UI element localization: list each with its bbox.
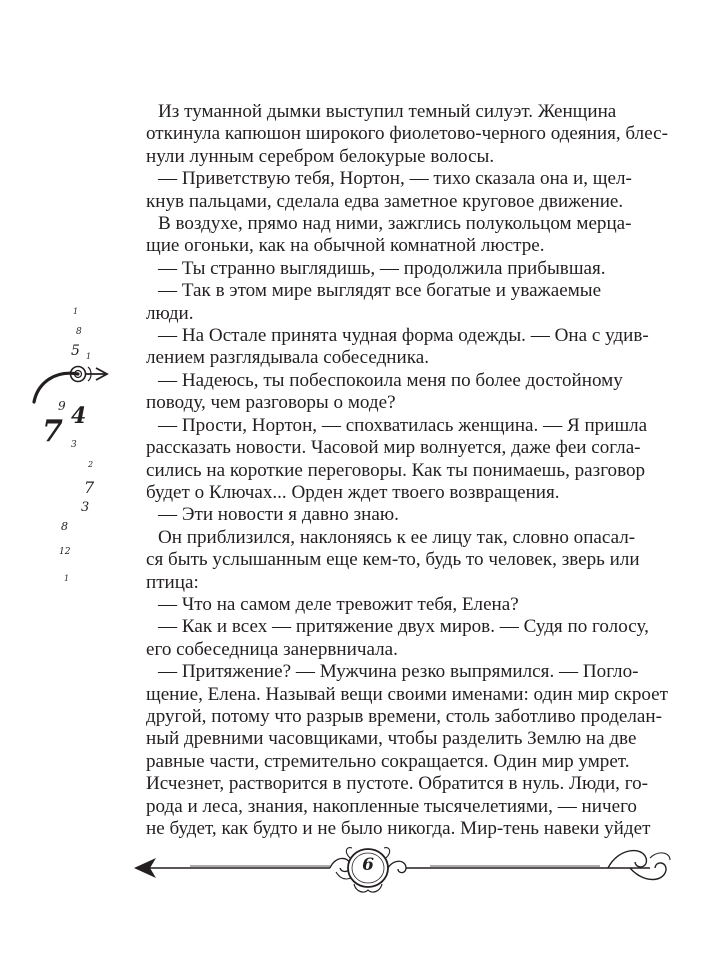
text-line: рода и леса, знания, накопленные тысячелетиями, — ничего [146,795,637,817]
page-number: 6 [362,855,374,875]
margin-digit: 12 [59,547,71,557]
text-line: поводу, чем разговоры о моде? [146,392,396,414]
text-line: — Притяжение? — Мужчина резко выпрямился. — Погло- [158,661,639,683]
margin-digit: 8 [76,327,82,337]
margin-digit: 1 [73,307,79,316]
margin-clock-decoration [0,0,140,620]
text-line: кнув пальцами, сделала едва заметное круговое движение. [146,190,624,212]
text-line: — Надеюсь, ты побеспокоила меня по более достойному [158,369,623,391]
text-line: не будет, как будто и не было никогда. Мир-тень навеки уйдет [146,818,651,839]
text-line: — Ты странно выглядишь, — продолжила прибывшая. [158,257,606,279]
margin-digit: 5 [71,343,80,359]
text-line: его собеседница занервничала. [146,638,398,660]
text-line: будет о Ключах... Орден ждет твоего возвращения. [146,481,560,503]
text-line: ся быть услышанным еще кем-то, будь то человек, зверь или [146,549,640,571]
text-line: — Что на самом деле тревожит тебя, Елена? [158,593,519,615]
text-line: — Как и всех — притяжение двух миров. — Судя по голосу, [158,616,649,638]
text-line: Из туманной дымки выступил темный силуэт. Женщина [158,101,617,122]
margin-digit: 3 [71,440,77,450]
text-line: щение, Елена. Называй вещи своими именами: один мир скроет [146,683,668,705]
text-line: — На Остале принята чудная форма одежды. — Она с удив- [158,325,649,347]
margin-digit: 1 [64,574,70,583]
margin-digit: 9 [58,399,66,413]
margin-digit: 8 [61,520,68,533]
margin-digit: 2 [88,460,94,469]
text-line: Исчезнет, растворится в пустоте. Обратится в нуль. Люди, го- [146,773,648,795]
text-line: другой, потому что разрыв времени, столь заботливо проделан- [146,705,662,727]
text-line: — Так в этом мире выглядят все богатые и уважаемые [158,280,602,302]
text-line: В воздухе, прямо над ними, зажглись полукольцом мерца- [158,213,632,235]
text-line: — Приветствую тебя, Нортон, — тихо сказала она и, щел- [158,168,632,190]
text-line: люди. [146,302,194,324]
text-line: птица: [146,571,199,593]
text-line: ный древними часовщиками, чтобы разделить Землю на две [146,728,637,750]
margin-digit: 4 [71,403,87,429]
body-text [146,101,671,840]
footer-ornament-icon [130,838,682,898]
margin-digit: 3 [81,500,90,515]
text-line: нули лунным серебром белокурые волосы. [146,145,495,167]
text-line: рассказать новости. Часовой мир волнуется, даже феи согла- [146,437,641,459]
clock-hand-icon [30,358,110,410]
text-line: щие огоньки, как на обычной комнатной люстре. [146,235,545,257]
text-line: сились на короткие переговоры. Как ты понимаешь, разговор [146,459,646,481]
margin-digit: 7 [42,414,63,449]
text-line: лением разглядывала собеседника. [146,347,429,369]
margin-digit: 7 [84,478,95,497]
text-line: Он приблизился, наклоняясь к ее лицу так, словно опасал- [158,526,636,548]
text-line: откинула капюшон широкого фиолетово-черного одеяния, блес- [146,123,668,145]
text-line: — Прости, Нортон, — спохватилась женщина. — Я пришла [158,414,648,436]
margin-digit: 1 [86,352,92,361]
text-line: равные части, стремительно сокращается. Один мир умрет. [146,750,630,772]
text-line: — Эти новости я давно знаю. [158,504,399,526]
